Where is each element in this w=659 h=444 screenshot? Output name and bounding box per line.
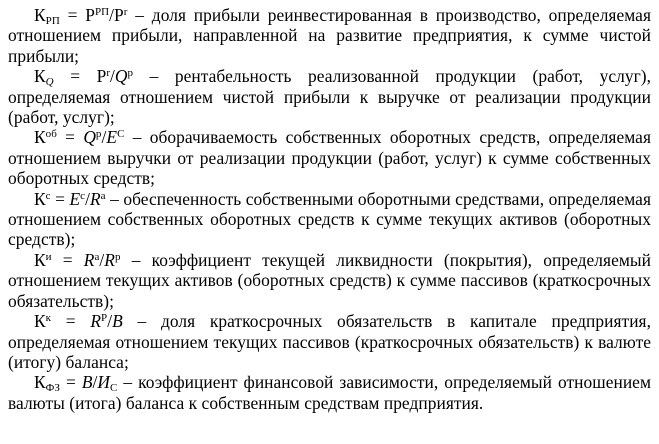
formula — [34, 66, 134, 89]
formula-symbol: = Р — [53, 66, 107, 87]
formula-superscript: р — [127, 67, 134, 80]
definition-paragraph — [8, 66, 651, 127]
formula-superscript: об — [45, 128, 57, 141]
formula-superscript: к — [45, 312, 52, 325]
formula-symbol: R — [90, 311, 102, 332]
formula-symbol: = — [59, 372, 82, 393]
definition-text: – оборачиваемость собственных оборотных средств, определяемая отношением выручки от реализации продукции (работ, услуг) к сумме собственных оборотных средств; — [8, 127, 651, 189]
formula — [34, 189, 106, 209]
definition-text: – обеспеченность собственными оборотными средствами, определяемая отношением собственных оборотных средств к сумме текущих активов (оборотных средств); — [8, 188, 651, 250]
formula-symbol: К — [34, 372, 46, 393]
formula-subscript: С — [110, 382, 118, 395]
formula-symbol: В — [81, 372, 93, 393]
formula-symbol: /Р — [109, 5, 124, 25]
formula-superscript: Р — [101, 312, 108, 325]
definition-text: – доля прибыли реинвестированная в производство, определяемая отношением прибыли, направленной на развитие предприятия, к сумме чистой прибыли; — [8, 5, 652, 66]
formula-superscript: РП — [94, 6, 110, 18]
formula — [34, 127, 124, 147]
formula — [34, 372, 118, 395]
formula-symbol: К — [34, 249, 46, 270]
formula-symbol: R — [83, 249, 95, 270]
formula — [34, 311, 123, 331]
formula-symbol: К — [34, 188, 46, 209]
definition-paragraph — [8, 250, 651, 311]
definition-text: – доля краткосрочных обязательств в капитале предприятия, определяемая отношением текущих пассивов (краткосрочных обязательств) к валюте (итогу) баланса; — [8, 311, 652, 372]
formula-superscript: а — [100, 189, 106, 202]
definition-paragraph — [8, 311, 651, 372]
formula-symbol: Q — [83, 127, 96, 148]
formula-superscript: С — [117, 128, 125, 141]
definition-paragraph — [8, 372, 651, 413]
formula-symbol: / — [101, 127, 107, 148]
formula-superscript: р — [95, 128, 102, 141]
formula — [34, 5, 127, 25]
formula-symbol: / — [107, 311, 113, 332]
formula-symbol: = — [50, 188, 70, 209]
formula-symbol: И — [97, 372, 111, 393]
formula — [34, 250, 121, 270]
definition-paragraph — [8, 189, 651, 250]
formula-superscript: с — [45, 189, 51, 202]
formula-symbol: = Р — [59, 5, 95, 25]
definition-paragraph — [8, 5, 651, 66]
formula-symbol: = — [51, 249, 84, 270]
formula-symbol: К — [34, 311, 46, 332]
definition-text: – коэффициент финансовой зависимости, определяемый отношением валюты (итога) баланса к собственным средствам предприятия. — [8, 372, 652, 413]
formula-symbol: Е — [106, 127, 118, 148]
formula-symbol: К — [34, 5, 46, 25]
formula-symbol: В — [112, 311, 123, 332]
formula-symbol: К — [34, 66, 46, 87]
definition-text: – коэффициент текущей ликвидности (покрытия), определяемый отношением текущих активов (оборотных средств) к сумме пассивов (краткосрочных обязательств); — [8, 249, 651, 311]
formula-symbol: / — [110, 66, 115, 87]
formula-superscript: и — [45, 250, 52, 263]
formula-symbol: = — [51, 311, 91, 332]
formula-symbol: R — [89, 188, 101, 209]
formula-subscript: ФЗ — [45, 382, 60, 395]
formula-superscript: с — [80, 189, 86, 202]
formula-symbol: R — [104, 249, 115, 270]
formula-superscript: р — [114, 250, 121, 263]
formula-symbol: = — [56, 127, 84, 148]
definition-paragraph — [8, 127, 651, 188]
formula-subscript: Q — [45, 76, 54, 89]
formula-symbol: / — [99, 249, 105, 270]
definition-text: – рентабельность реализованной продукции (работ, услуг), определяемая отношением чистой прибыли к выручке от реализации продукции (работ, услуг); — [8, 66, 652, 128]
formula-symbol: Е — [69, 188, 81, 209]
formula-symbol: / — [92, 372, 98, 393]
formula-superscript: а — [94, 250, 100, 263]
formula-superscript: r — [123, 6, 128, 18]
formula-subscript: РП — [45, 15, 60, 27]
formula-symbol: / — [85, 188, 90, 209]
formula-superscript: r — [106, 67, 111, 80]
formula-symbol: Q — [114, 66, 128, 87]
formula-symbol: К — [34, 127, 46, 148]
